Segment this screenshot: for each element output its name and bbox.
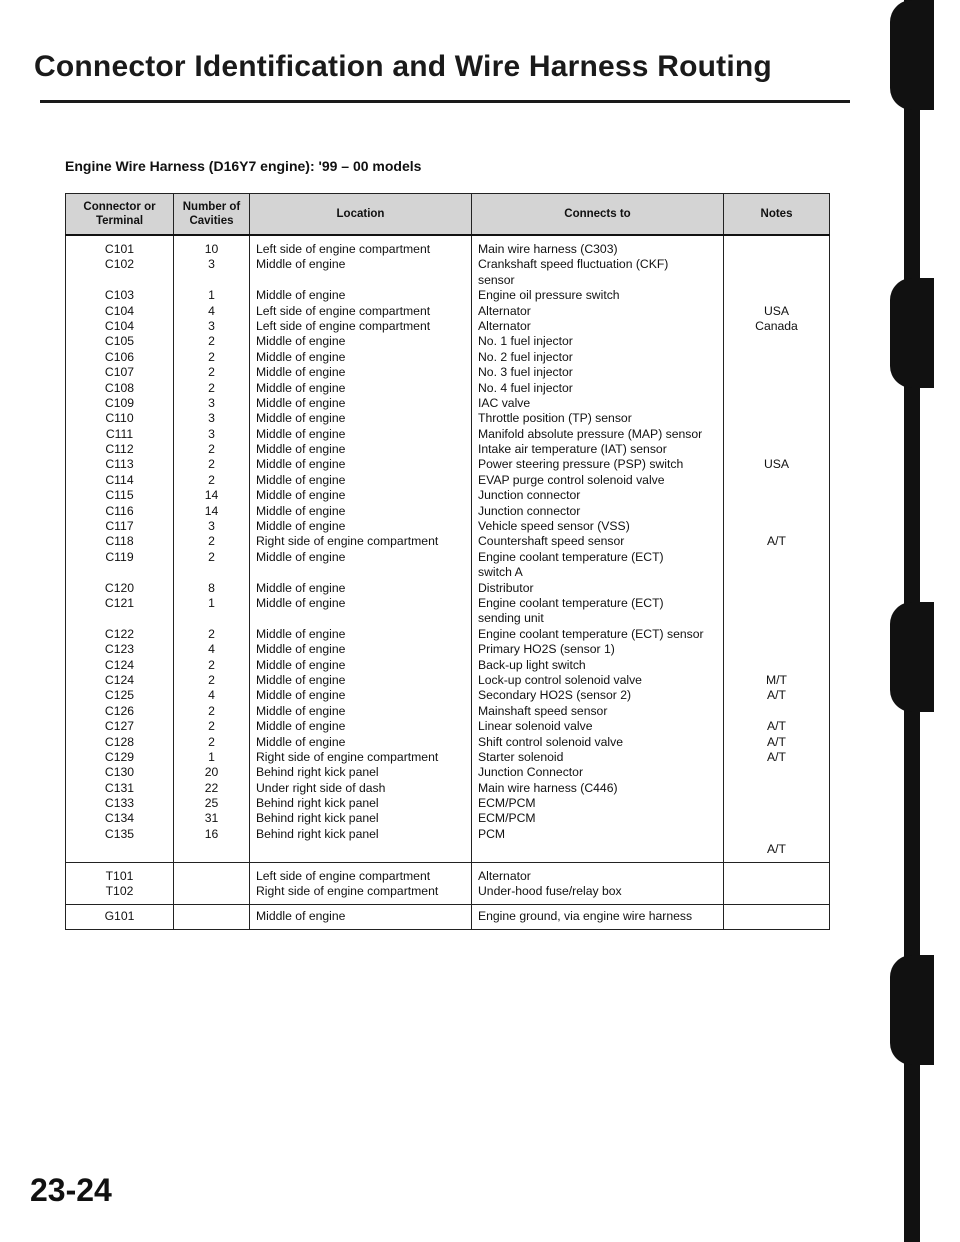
binder-tab [890, 278, 934, 388]
page-number: 23-24 [30, 1172, 112, 1208]
connects-to-text: ECM/PCM [478, 811, 536, 826]
cavity-count: 4 [208, 303, 215, 318]
terminal-column [66, 862, 174, 905]
connects-to-text: Shift control solenoid valve [478, 734, 623, 749]
connects-to-text: sensor [478, 272, 515, 287]
location-text [256, 611, 465, 626]
cavity-count: 10 [204, 242, 219, 256]
location-text: Middle of engine [256, 503, 346, 518]
connector-id: C129 [104, 749, 135, 764]
page-title: Connector Identification and Wire Harness Routing [34, 50, 772, 83]
terminal-connects-to-text: Under-hood fuse/relay box [478, 884, 622, 899]
cavity-count: 4 [208, 642, 215, 657]
cavity-count: 2 [208, 719, 215, 734]
cavity-count: 2 [208, 365, 215, 380]
cavity-count: 22 [204, 780, 219, 795]
connects-to-text: Engine oil pressure switch [478, 288, 620, 303]
location-text: Right side of engine compartment [256, 534, 439, 549]
cavity-count: 2 [208, 672, 215, 687]
connects-to-text: Distributor [478, 580, 534, 595]
connects-to-text: Power steering pressure (PSP) switch [478, 457, 684, 472]
location-text [256, 565, 465, 580]
connector-id: C124 [104, 657, 135, 672]
title-divider [40, 100, 850, 103]
connects-to-text: Starter solenoid [478, 749, 564, 764]
connector-id: C106 [104, 349, 135, 364]
connects-to-column [472, 235, 724, 862]
location-text: Middle of engine [256, 472, 346, 487]
cavity-count [180, 611, 243, 626]
cavity-count: 1 [208, 749, 215, 764]
column-header-location: Location [250, 194, 472, 236]
cavity-count: 3 [208, 318, 215, 333]
column-header-connector: Connector or Terminal [66, 194, 174, 236]
note-at: A/T [767, 842, 786, 857]
cavities-column [174, 235, 250, 862]
connects-to-text: Junction connector [478, 503, 581, 518]
note-mt: M/T [766, 672, 787, 687]
location-text: Middle of engine [256, 719, 346, 734]
terminal-id: T101 [105, 868, 134, 883]
cavity-count: 2 [208, 442, 215, 457]
connector-id: C104 [104, 303, 135, 318]
column-header-cavities: Number of Cavities [174, 194, 250, 236]
cavity-count: 1 [208, 595, 215, 610]
connector-id: C134 [104, 811, 135, 826]
connects-to-text: sending unit [478, 611, 544, 626]
location-text: Middle of engine [256, 657, 346, 672]
location-text: Behind right kick panel [256, 811, 379, 826]
cavity-count: 31 [204, 811, 219, 826]
connects-to-text: Alternator [478, 318, 531, 333]
connector-id: C105 [104, 334, 135, 349]
ground-connects-to: Engine ground, via engine wire harness [472, 905, 724, 929]
location-text: Middle of engine [256, 519, 346, 534]
terminal-location-text: Right side of engine compartment [256, 884, 439, 899]
connector-id: C112 [105, 442, 134, 457]
cavity-count: 3 [208, 426, 215, 441]
connects-to-text: EVAP purge control solenoid valve [478, 472, 665, 487]
ground-notes [724, 905, 830, 929]
location-text: Middle of engine [256, 257, 346, 272]
note-at: A/T [767, 688, 786, 703]
connects-to-text: Countershaft speed sensor [478, 534, 625, 549]
location-text: Middle of engine [256, 672, 346, 687]
connects-to-text: Manifold absolute pressure (MAP) sensor [478, 426, 703, 441]
connects-to-text: Engine coolant temperature (ECT) [478, 549, 664, 564]
location-text: Middle of engine [256, 365, 346, 380]
terminal-id: T102 [105, 884, 134, 899]
table-row-terminals [66, 862, 830, 905]
note-usa: USA [763, 303, 790, 318]
notes-column [724, 235, 830, 862]
cavity-count: 3 [208, 519, 215, 534]
cavity-count: 2 [208, 457, 215, 472]
connector-id: C102 [104, 257, 135, 272]
connects-to-text: Engine coolant temperature (ECT) [478, 595, 664, 610]
ground-id: G101 [66, 905, 174, 929]
location-text: Left side of engine compartment [256, 303, 431, 318]
connects-to-text: Primary HO2S (sensor 1) [478, 642, 615, 657]
cavity-count: 3 [208, 395, 215, 410]
connector-id: C111 [105, 426, 134, 441]
location-text: Under right side of dash [256, 780, 386, 795]
cavity-count: 14 [204, 488, 219, 503]
connector-id: C118 [105, 534, 134, 549]
cavity-count: 2 [208, 472, 215, 487]
terminal-connects-to [472, 862, 724, 905]
terminal-cavities [174, 862, 250, 905]
connects-to-text: No. 2 fuel injector [478, 349, 573, 364]
cavity-count: 3 [208, 411, 215, 426]
connects-to-text: Back-up light switch [478, 657, 586, 672]
cavity-count: 2 [208, 549, 215, 564]
terminal-location-text: Left side of engine compartment [256, 868, 431, 883]
binder-tab [890, 955, 934, 1065]
cavity-count: 16 [204, 826, 219, 841]
cavity-count: 8 [208, 580, 215, 595]
location-text: Middle of engine [256, 549, 346, 564]
connects-to-text: Junction connector [478, 488, 581, 503]
connects-to-text: Vehicle speed sensor (VSS) [478, 519, 630, 534]
connects-to-text: Alternator [478, 303, 531, 318]
connects-to-text: Intake air temperature (IAT) sensor [478, 442, 667, 457]
connector-id [72, 565, 167, 580]
note-at: A/T [767, 719, 786, 734]
connector-id: C122 [104, 626, 135, 641]
location-text: Middle of engine [256, 380, 346, 395]
column-header-connects-to: Connects to [472, 194, 724, 236]
connects-to-text: Lock-up control solenoid valve [478, 672, 642, 687]
connector-id: C126 [104, 703, 135, 718]
connector-id: C124 [104, 672, 135, 687]
table-caption: Engine Wire Harness (D16Y7 engine): '99 – 00 models [65, 158, 422, 174]
connects-to-text: IAC valve [478, 395, 531, 410]
connector-id: C130 [104, 765, 135, 780]
connects-to-text: No. 1 fuel injector [478, 334, 573, 349]
location-text: Middle of engine [256, 642, 346, 657]
note-at: A/T [767, 734, 786, 749]
location-text: Middle of engine [256, 595, 346, 610]
binder-tab [890, 0, 934, 110]
cavity-count: 2 [208, 534, 215, 549]
cavity-count: 2 [208, 380, 215, 395]
connector-table [65, 193, 830, 930]
connects-to-text: Linear solenoid valve [478, 719, 593, 734]
location-text: Middle of engine [256, 334, 346, 349]
connects-to-text: ECM/PCM [478, 796, 536, 811]
cavity-count: 3 [208, 257, 215, 272]
location-text: Middle of engine [256, 442, 346, 457]
column-header-notes: Notes [724, 194, 830, 236]
connector-id: C116 [105, 503, 134, 518]
cavity-count: 2 [208, 703, 215, 718]
connector-id: C107 [104, 365, 135, 380]
location-text [256, 273, 465, 288]
location-text: Middle of engine [256, 411, 346, 426]
table-row-ground [66, 905, 830, 929]
cavity-count: 2 [208, 657, 215, 672]
connector-id: C109 [104, 395, 135, 410]
cavity-count: 1 [208, 288, 215, 303]
cavity-count: 25 [204, 796, 219, 811]
cavity-count [180, 565, 243, 580]
connector-id: C119 [105, 549, 134, 564]
connector-id [72, 273, 167, 288]
location-text: Left side of engine compartment [256, 242, 431, 256]
connector-id: C133 [104, 796, 135, 811]
location-text: Middle of engine [256, 488, 346, 503]
location-text: Middle of engine [256, 688, 346, 703]
connector-id: C123 [104, 642, 135, 657]
terminal-connects-to-text: Alternator [478, 868, 531, 883]
cavity-count: 2 [208, 349, 215, 364]
connects-to-text: Secondary HO2S (sensor 2) [478, 688, 632, 703]
connector-id [72, 611, 167, 626]
connector-id: C128 [104, 734, 135, 749]
cavity-count: 2 [208, 626, 215, 641]
terminal-location [250, 862, 472, 905]
connects-to-text: No. 4 fuel injector [478, 380, 573, 395]
connector-id: C121 [104, 595, 135, 610]
location-text: Middle of engine [256, 349, 346, 364]
cavity-count: 4 [208, 688, 215, 703]
connector-id: C108 [104, 380, 135, 395]
connector-id: C103 [104, 288, 135, 303]
cavity-count [180, 273, 243, 288]
connector-id: C114 [105, 472, 134, 487]
connects-to-text: Mainshaft speed sensor [478, 703, 608, 718]
connector-column [66, 235, 174, 862]
connects-to-text: Crankshaft speed fluctuation (CKF) [478, 257, 669, 272]
location-text: Middle of engine [256, 288, 346, 303]
location-text: Middle of engine [256, 457, 346, 472]
note-at: A/T [767, 749, 786, 764]
connects-to-text: Junction Connector [478, 765, 584, 780]
cavity-count: 14 [204, 503, 219, 518]
connects-to-text: Main wire harness (C303) [478, 242, 618, 256]
connects-to-text: Engine coolant temperature (ECT) sensor [478, 626, 704, 641]
connector-id: C115 [105, 488, 134, 503]
connector-id: C110 [105, 411, 134, 426]
location-text: Middle of engine [256, 626, 346, 641]
location-text: Middle of engine [256, 580, 346, 595]
connector-id: C120 [104, 580, 135, 595]
location-column [250, 235, 472, 862]
terminal-notes [724, 862, 830, 905]
location-text: Middle of engine [256, 426, 346, 441]
connects-to-text: Throttle position (TP) sensor [478, 411, 632, 426]
cavity-count: 2 [208, 334, 215, 349]
cavity-count: 2 [208, 734, 215, 749]
note-canada: Canada [755, 318, 798, 333]
connector-id: C131 [104, 780, 135, 795]
location-text: Behind right kick panel [256, 796, 379, 811]
binder-tab [890, 602, 934, 712]
connects-to-text: No. 3 fuel injector [478, 365, 573, 380]
table-header-row [66, 194, 830, 236]
ground-location: Middle of engine [250, 905, 472, 929]
connector-id: C104 [104, 318, 135, 333]
connects-to-text: switch A [478, 565, 523, 580]
table-row-connectors [66, 235, 830, 862]
location-text: Left side of engine compartment [256, 318, 431, 333]
location-text: Right side of engine compartment [256, 749, 439, 764]
connector-id: C113 [105, 457, 134, 472]
location-text: Middle of engine [256, 734, 346, 749]
location-text: Behind right kick panel [256, 765, 379, 780]
cavity-count: 20 [204, 765, 219, 780]
connector-id: C101 [104, 242, 135, 256]
ground-cavities [174, 905, 250, 929]
connector-id: C127 [104, 719, 135, 734]
connects-to-text: Main wire harness (C446) [478, 780, 618, 795]
note-usa: USA [763, 457, 790, 472]
connects-to-text: PCM [478, 826, 506, 841]
connector-id: C135 [104, 826, 135, 841]
location-text: Middle of engine [256, 703, 346, 718]
location-text: Middle of engine [256, 395, 346, 410]
location-text: Behind right kick panel [256, 826, 379, 841]
note-at: A/T [767, 534, 786, 549]
connector-id: C125 [104, 688, 135, 703]
connector-id: C117 [105, 519, 134, 534]
